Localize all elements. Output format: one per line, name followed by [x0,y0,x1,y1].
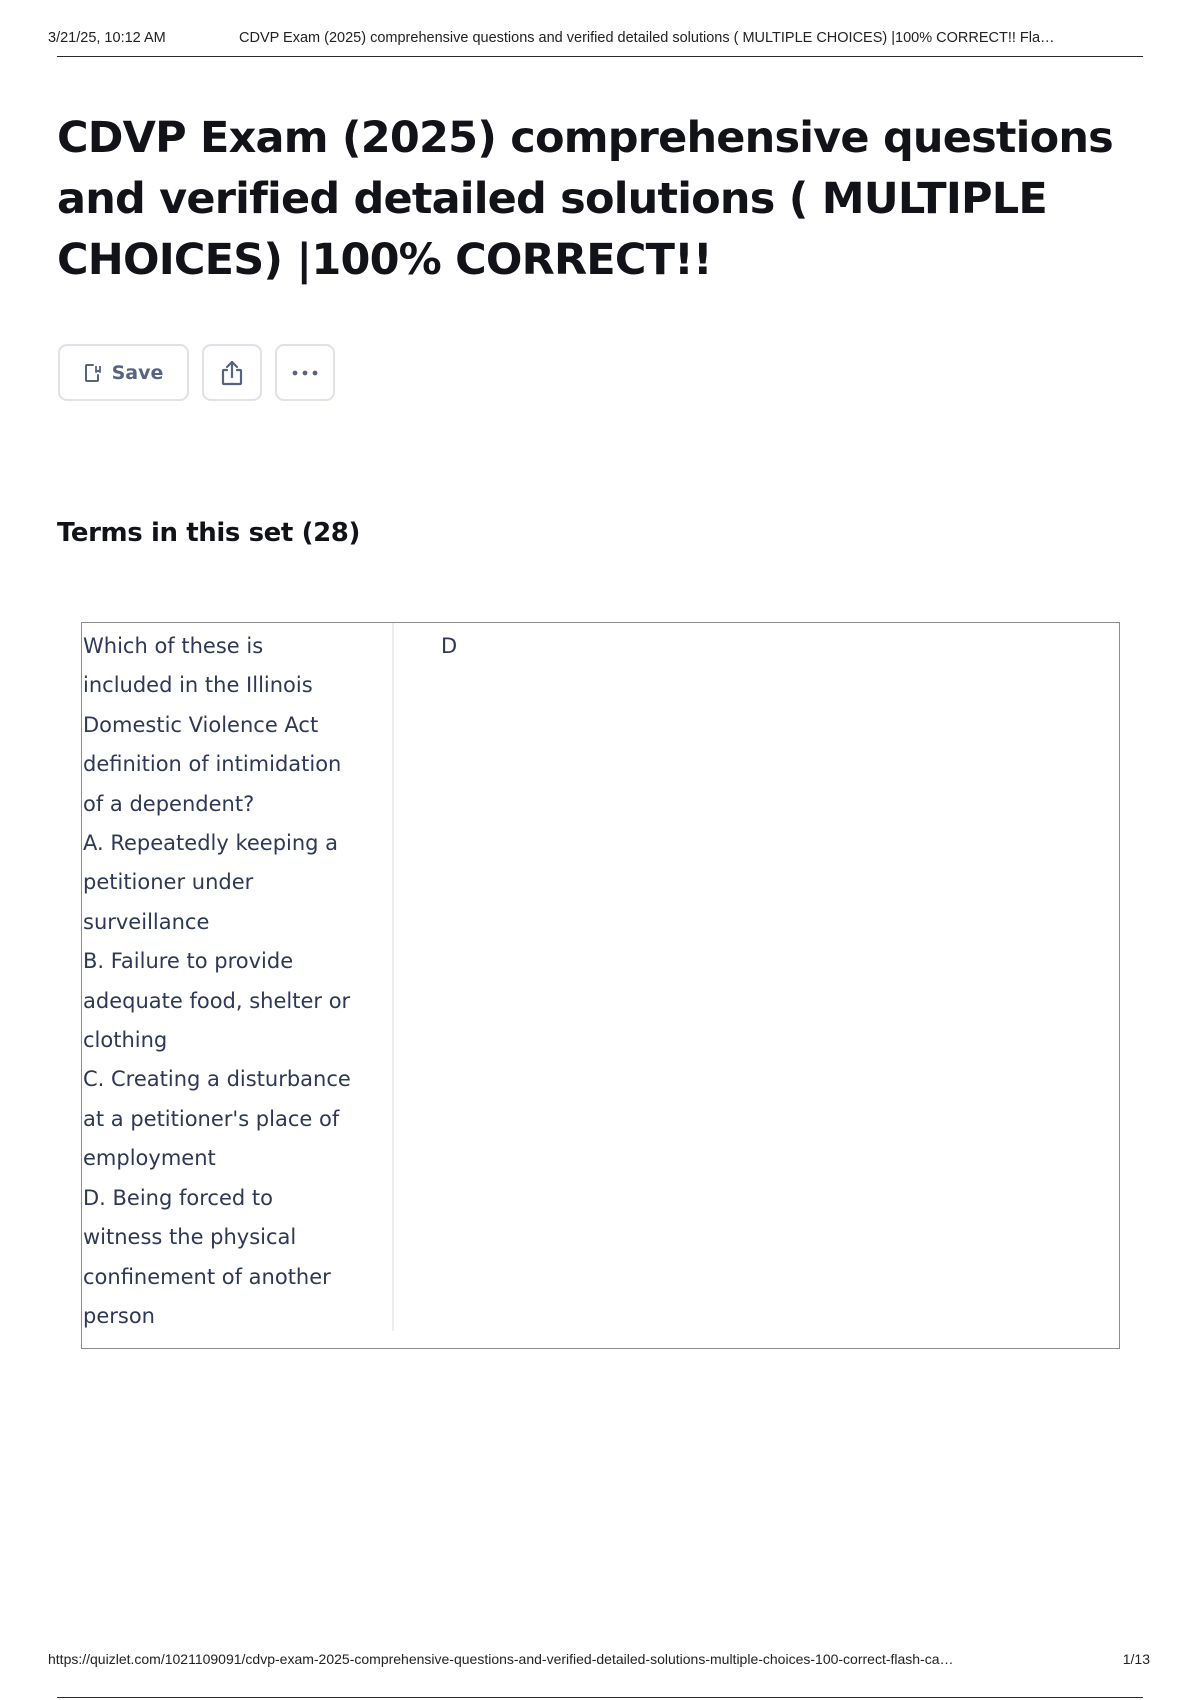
save-button[interactable] [58,344,189,401]
more-icon [291,369,319,377]
term-line: of a dependent? [83,791,255,816]
header-divider [57,56,1143,57]
term-line: adequate food, shelter or [83,988,351,1013]
term-line: surveillance [83,909,210,934]
print-document-title: CDVP Exam (2025) comprehensive questions and verified detailed solutions ( MULTIPLE CHOICES) |100% CORRECT!! Fla… [239,30,1055,46]
share-icon [219,359,245,387]
terms-heading: Terms in this set (28) [57,518,360,548]
print-url: https://quizlet.com/1021109091/cdvp-exam-2025-comprehensive-questions-and-verified-detailed-solutions-multiple-choices-100-correct-flash-ca… [48,1651,954,1667]
term-line: included in the Illinois [83,673,313,698]
definition-text: D [441,634,458,658]
term-line: employment [83,1146,216,1171]
term-line: Domestic Violence Act [83,712,319,737]
term-line: at a petitioner's place of [83,1106,340,1131]
term-line: confinement of another [83,1264,331,1289]
term-line: person [83,1303,155,1328]
term-line: clothing [83,1028,168,1053]
term-line: B. Failure to provide [83,949,294,974]
page-title: CDVP Exam (2025) comprehensive questions and verified detailed solutions ( MULTIPLE CHOICES) |100% CORRECT!! [57,113,1113,285]
term-line: D. Being forced to [83,1185,273,1210]
more-options-button[interactable] [275,344,335,401]
term-text [83,627,383,1336]
save-icon [84,363,102,383]
term-line: petitioner under [83,870,254,895]
term-line: C. Creating a disturbance [83,1067,351,1092]
footer-divider [57,1697,1143,1698]
page-number: 1/13 [1122,1651,1150,1667]
term-line: definition of intimidation [83,752,342,777]
term-line: witness the physical [83,1225,297,1250]
term-line: A. Repeatedly keeping a [83,831,339,856]
column-divider [392,623,394,1331]
term-card [81,622,1120,1349]
print-datetime: 3/21/25, 10:12 AM [48,30,166,46]
term-line: Which of these is [83,634,264,658]
save-button-label: Save [111,361,164,384]
share-button[interactable] [202,344,262,401]
